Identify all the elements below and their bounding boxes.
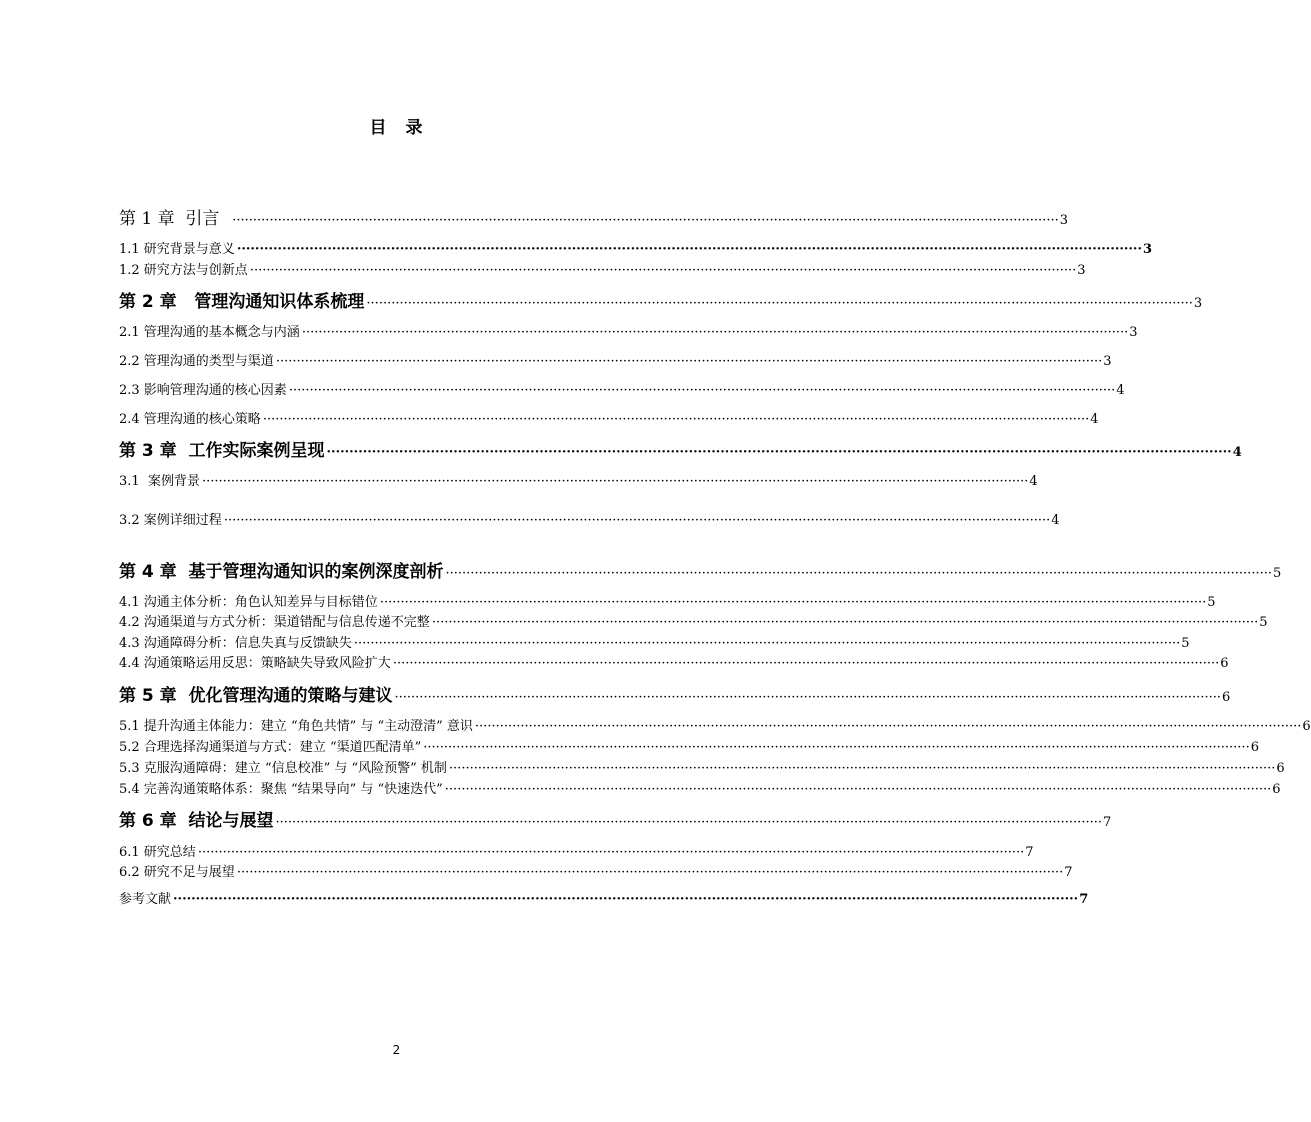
toc-page-number: 6	[1220, 656, 1229, 671]
toc-entry-text: 1.2 研究方法与创新点	[119, 263, 248, 278]
toc-page-number: 6	[1276, 761, 1285, 776]
toc-page-number: 3	[1143, 242, 1153, 257]
toc-page-number: 6	[1221, 690, 1231, 705]
toc-page-number: 4	[1232, 445, 1242, 460]
toc-entry-text: 4.4 沟通策略运用反思：策略缺失导致风险扩大	[119, 656, 391, 671]
toc-entry-text: 2.4 管理沟通的核心策略	[119, 412, 261, 427]
toc-leader-dots: ········································································································································································································	[201, 474, 1029, 489]
toc-entry-text: 第 1 章 引言	[119, 209, 231, 229]
toc-entry-text: 4.3 沟通障碍分析：信息失真与反馈缺失	[119, 636, 352, 651]
toc-entry-chapter-4[interactable]	[119, 562, 1282, 582]
toc-entry-text: 3.1 案例背景	[119, 474, 200, 489]
toc-leader-dots: ········································································································································································································	[431, 615, 1259, 630]
toc-page-number: 7	[1079, 892, 1089, 907]
toc-page-number: 6	[1272, 782, 1281, 797]
toc-leader-dots: ········································································································································································································	[236, 865, 1064, 880]
toc-leader-dots: ········································································································································································································	[197, 845, 1025, 860]
toc-page-number: 7	[1025, 845, 1034, 860]
toc-entry-text: 参考文献	[119, 892, 172, 907]
toc-entry-5-1[interactable]	[119, 719, 1311, 734]
toc-leader-dots: ········································································································································································································	[444, 782, 1272, 797]
toc-entry-1-1[interactable]	[119, 242, 1153, 257]
toc-entry-2-4[interactable]	[119, 412, 1099, 427]
toc-page-number: 6	[1250, 740, 1259, 755]
toc-entry-1-2[interactable]	[119, 263, 1086, 278]
toc-leader-dots: ········································································································································································································	[236, 242, 1142, 257]
toc-leader-dots: ········································································································································································································	[448, 761, 1276, 776]
toc-page-number: 4	[1116, 383, 1125, 398]
toc-entry-3-2[interactable]	[119, 513, 1060, 528]
toc-entry-2-1[interactable]	[119, 325, 1138, 340]
toc-entry-text: 5.1 提升沟通主体能力：建立 “角色共情” 与 “主动澄清” 意识	[119, 719, 473, 734]
toc-leader-dots: ········································································································································································································	[394, 690, 1221, 705]
page-number: 2	[392, 1043, 401, 1057]
toc-page-number: 5	[1272, 566, 1282, 581]
toc-entry-text: 4.1 沟通主体分析：角色认知差异与目标错位	[119, 595, 378, 610]
toc-entry-chapter-6[interactable]	[119, 811, 1112, 831]
toc-entry-text: 4.2 沟通渠道与方式分析：渠道错配与信息传递不完整	[119, 615, 430, 630]
toc-page-number: 5	[1181, 636, 1190, 651]
toc-entry-text: 2.1 管理沟通的基本概念与内涵	[119, 325, 300, 340]
toc-leader-dots: ········································································································································································································	[474, 719, 1302, 734]
toc-entry-text: 5.3 克服沟通障碍：建立 “信息校准” 与 “风险预警” 机制	[119, 761, 447, 776]
toc-title: 目 录	[369, 118, 424, 138]
toc-entry-text: 第 4 章 基于管理沟通知识的案例深度剖析	[119, 562, 444, 582]
toc-leader-dots: ········································································································································································································	[173, 892, 1079, 907]
toc-page-number: 4	[1051, 513, 1060, 528]
toc-entry-text: 2.2 管理沟通的类型与渠道	[119, 354, 274, 369]
toc-entry-6-1[interactable]	[119, 845, 1034, 860]
toc-entry-chapter-1[interactable]	[119, 209, 1068, 229]
toc-entry-2-2[interactable]	[119, 354, 1112, 369]
toc-page-number: 3	[1193, 296, 1203, 311]
toc-entry-text: 第 2 章 管理沟通知识体系梳理	[119, 292, 365, 312]
toc-entry-text: 第 6 章 结论与展望	[119, 811, 274, 831]
toc-entry-chapter-2[interactable]	[119, 292, 1203, 312]
toc-leader-dots: ········································································································································································································	[262, 412, 1090, 427]
toc-entry-5-3[interactable]	[119, 761, 1285, 776]
toc-page-number: 3	[1077, 263, 1086, 278]
toc-leader-dots: ········································································································································································································	[423, 740, 1250, 755]
toc-entry-text: 3.2 案例详细过程	[119, 513, 222, 528]
toc-entry-4-4[interactable]	[119, 656, 1229, 671]
toc-leader-dots: ········································································································································································································	[392, 656, 1220, 671]
toc-leader-dots: ········································································································································································································	[223, 513, 1051, 528]
toc-page-number: 6	[1302, 719, 1311, 734]
toc-page-number: 4	[1029, 474, 1038, 489]
toc-page-number: 3	[1059, 213, 1068, 228]
toc-entry-text: 1.1 研究背景与意义	[119, 242, 235, 257]
toc-page-number: 3	[1103, 354, 1112, 369]
toc-entry-chapter-5[interactable]	[119, 686, 1231, 706]
toc-page-number: 4	[1090, 412, 1099, 427]
toc-page-number: 7	[1064, 865, 1073, 880]
toc-leader-dots: ········································································································································································································	[301, 325, 1129, 340]
toc-entry-text: 6.2 研究不足与展望	[119, 865, 235, 880]
toc-entry-text: 5.2 合理选择沟通渠道与方式：建立 “渠道匹配清单”	[119, 740, 422, 755]
toc-leader-dots: ········································································································································································································	[445, 566, 1272, 581]
toc-page-number: 3	[1129, 325, 1138, 340]
toc-leader-dots: ········································································································································································································	[366, 296, 1193, 311]
toc-entry-text: 第 5 章 优化管理沟通的策略与建议	[119, 686, 393, 706]
toc-entry-text: 2.3 影响管理沟通的核心因素	[119, 383, 287, 398]
toc-entry-4-2[interactable]	[119, 615, 1268, 630]
toc-entry-6-2[interactable]	[119, 865, 1073, 880]
toc-entry-text: 5.4 完善沟通策略体系：聚焦 “结果导向” 与 “快速迭代”	[119, 782, 443, 797]
toc-entry-references[interactable]	[119, 892, 1089, 907]
toc-leader-dots: ········································································································································································································	[275, 354, 1103, 369]
toc-leader-dots: ········································································································································································································	[275, 815, 1102, 830]
toc-page-number: 5	[1207, 595, 1216, 610]
toc-page-number: 5	[1259, 615, 1268, 630]
toc-entry-text: 6.1 研究总结	[119, 845, 196, 860]
toc-page-number: 7	[1102, 815, 1112, 830]
toc-leader-dots: ········································································································································································································	[326, 445, 1232, 460]
toc-entry-5-4[interactable]	[119, 782, 1281, 797]
toc-entry-3-1[interactable]	[119, 474, 1038, 489]
toc-entry-5-2[interactable]	[119, 740, 1259, 755]
toc-entry-4-3[interactable]	[119, 636, 1190, 651]
toc-leader-dots: ········································································································································································································	[379, 595, 1207, 610]
toc-leader-dots: ········································································································································································································	[249, 263, 1077, 278]
toc-leader-dots: ········································································································································································································	[232, 213, 1059, 228]
toc-entry-chapter-3[interactable]	[119, 441, 1242, 461]
toc-leader-dots: ········································································································································································································	[288, 383, 1116, 398]
toc-entry-2-3[interactable]	[119, 383, 1125, 398]
toc-entry-text: 第 3 章 工作实际案例呈现	[119, 441, 325, 461]
toc-leader-dots: ········································································································································································································	[353, 636, 1181, 651]
toc-entry-4-1[interactable]	[119, 595, 1216, 610]
